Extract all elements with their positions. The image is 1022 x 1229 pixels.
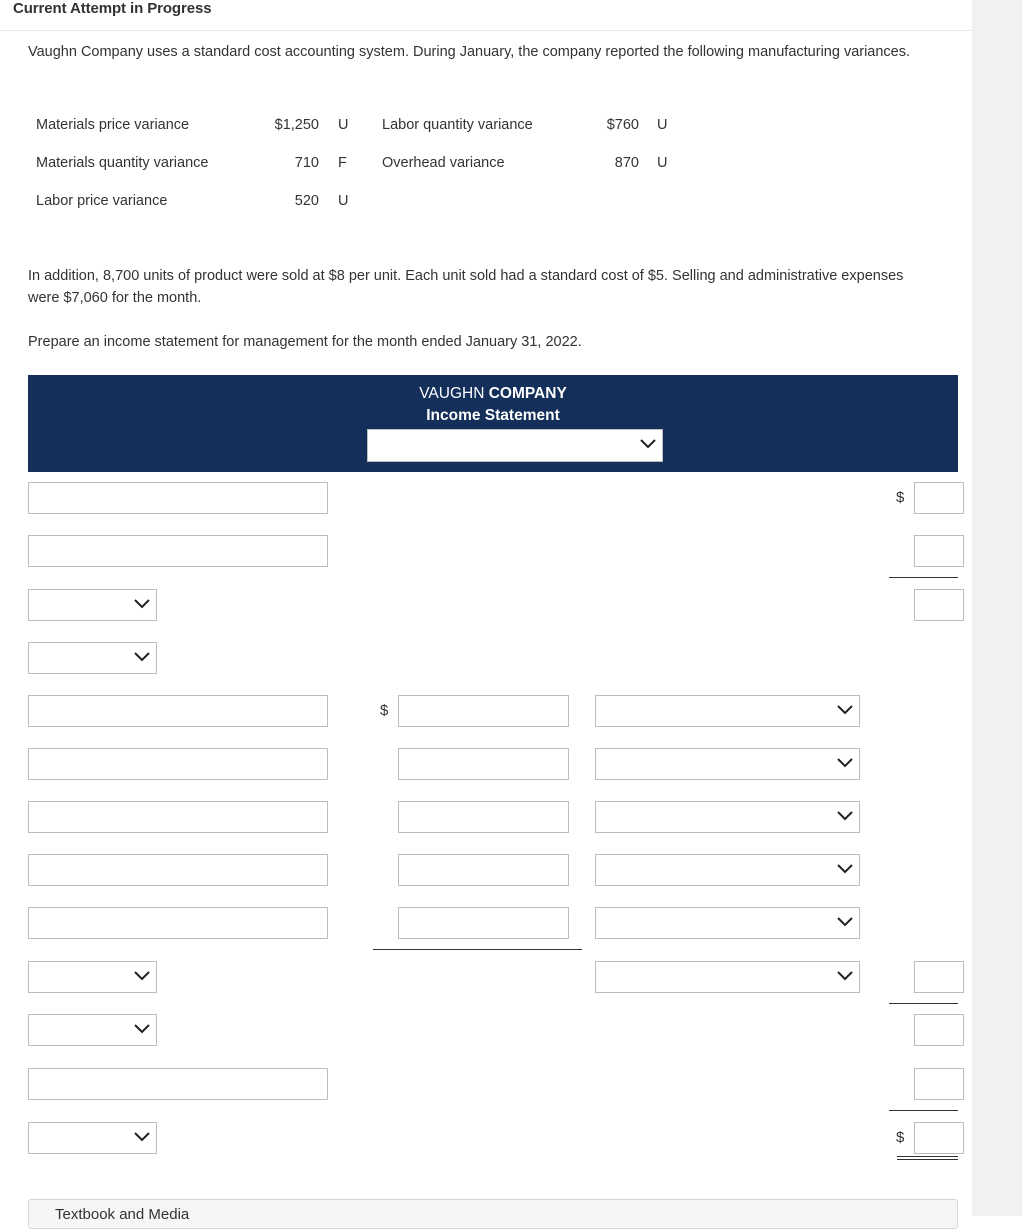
variance-type-select[interactable] [595,907,860,939]
variance-label: Labor quantity variance [382,117,533,133]
subtotal-rule [889,1003,958,1004]
variance-name-input[interactable] [28,854,328,886]
amount-input[interactable] [914,482,964,514]
company-name-prefix: VAUGHN [419,385,485,402]
dollar-sign: $ [896,489,905,506]
problem-intro: Vaughn Company uses a standard cost accounting system. During January, the company reported the following manufacturing variances. [28,44,911,60]
chevron-down-icon [837,811,853,821]
variance-type-select[interactable] [595,854,860,886]
line-label-select[interactable] [28,589,157,621]
subtotal-rule [889,1110,958,1111]
variance-name-input[interactable] [28,748,328,780]
variance-amount-input[interactable] [398,695,569,727]
variance-amount: 710 [294,155,319,171]
double-rule-top [897,1156,958,1157]
chevron-down-icon [134,599,150,609]
statement-title: Income Statement [426,407,560,424]
variance-type: U [657,155,668,171]
line-label-select[interactable] [28,642,157,674]
chevron-down-icon [134,652,150,662]
variance-amount-input[interactable] [398,854,569,886]
variance-amount: 870 [614,155,639,171]
chevron-down-icon [837,917,853,927]
amount-input[interactable] [914,1014,964,1046]
variance-amount-input[interactable] [398,801,569,833]
variance-type-select[interactable] [595,748,860,780]
amount-input[interactable] [914,961,964,993]
variance-type: U [338,193,349,209]
variance-amount-input[interactable] [398,748,569,780]
variance-type: U [338,117,349,133]
company-name [28,385,958,403]
company-name-bold: COMPANY [488,385,567,402]
chevron-down-icon [837,758,853,768]
chevron-down-icon [837,864,853,874]
variance-label: Materials quantity variance [36,155,209,171]
variance-name-input[interactable] [28,801,328,833]
net-income-input[interactable] [914,1122,964,1154]
variance-type-select[interactable] [595,695,860,727]
variances-total-rule [373,949,582,950]
variance-amount: $1,250 [274,117,319,133]
line-label-select[interactable] [28,961,157,993]
line-label-input[interactable] [28,482,328,514]
chevron-down-icon [837,705,853,715]
attempt-header: Current Attempt in Progress [13,0,212,17]
variance-type: U [657,117,668,133]
variance-amount: 520 [294,193,319,209]
total-variance-type-select[interactable] [595,961,860,993]
chevron-down-icon [837,971,853,981]
line-label-input[interactable] [28,1068,328,1100]
variance-label: Overhead variance [382,155,505,171]
variance-amount-input[interactable] [398,907,569,939]
page-gutter [972,0,1022,1216]
variance-name-input[interactable] [28,907,328,939]
chevron-down-icon [134,1024,150,1034]
amount-input[interactable] [914,1068,964,1100]
dollar-sign: $ [380,702,389,719]
period-select[interactable] [367,429,663,462]
textbook-media-panel[interactable] [28,1199,958,1229]
header-divider [0,30,972,31]
problem-addition: In addition, 8,700 units of product were sold at $8 per unit. Each unit sold had a standard cost of $5. Selling and administrative expenses were $7,060 for the month. [28,268,904,306]
variance-name-input[interactable] [28,695,328,727]
chevron-down-icon [640,439,656,449]
variance-label: Materials price variance [36,117,190,133]
variance-type: F [338,155,347,171]
problem-instruction: Prepare an income statement for management for the month ended January 31, 2022. [28,334,582,350]
subtotal-rule [889,577,958,578]
variance-label: Labor price variance [36,193,168,209]
dollar-sign: $ [896,1129,905,1146]
double-rule-bottom [897,1159,958,1160]
variance-amount: $760 [606,117,639,133]
variance-type-select[interactable] [595,801,860,833]
line-label-input[interactable] [28,535,328,567]
amount-input[interactable] [914,589,964,621]
amount-input[interactable] [914,535,964,567]
chevron-down-icon [134,971,150,981]
line-label-select[interactable] [28,1014,157,1046]
textbook-media-label: Textbook and Media [55,1206,190,1223]
line-label-select[interactable] [28,1122,157,1154]
chevron-down-icon [134,1132,150,1142]
